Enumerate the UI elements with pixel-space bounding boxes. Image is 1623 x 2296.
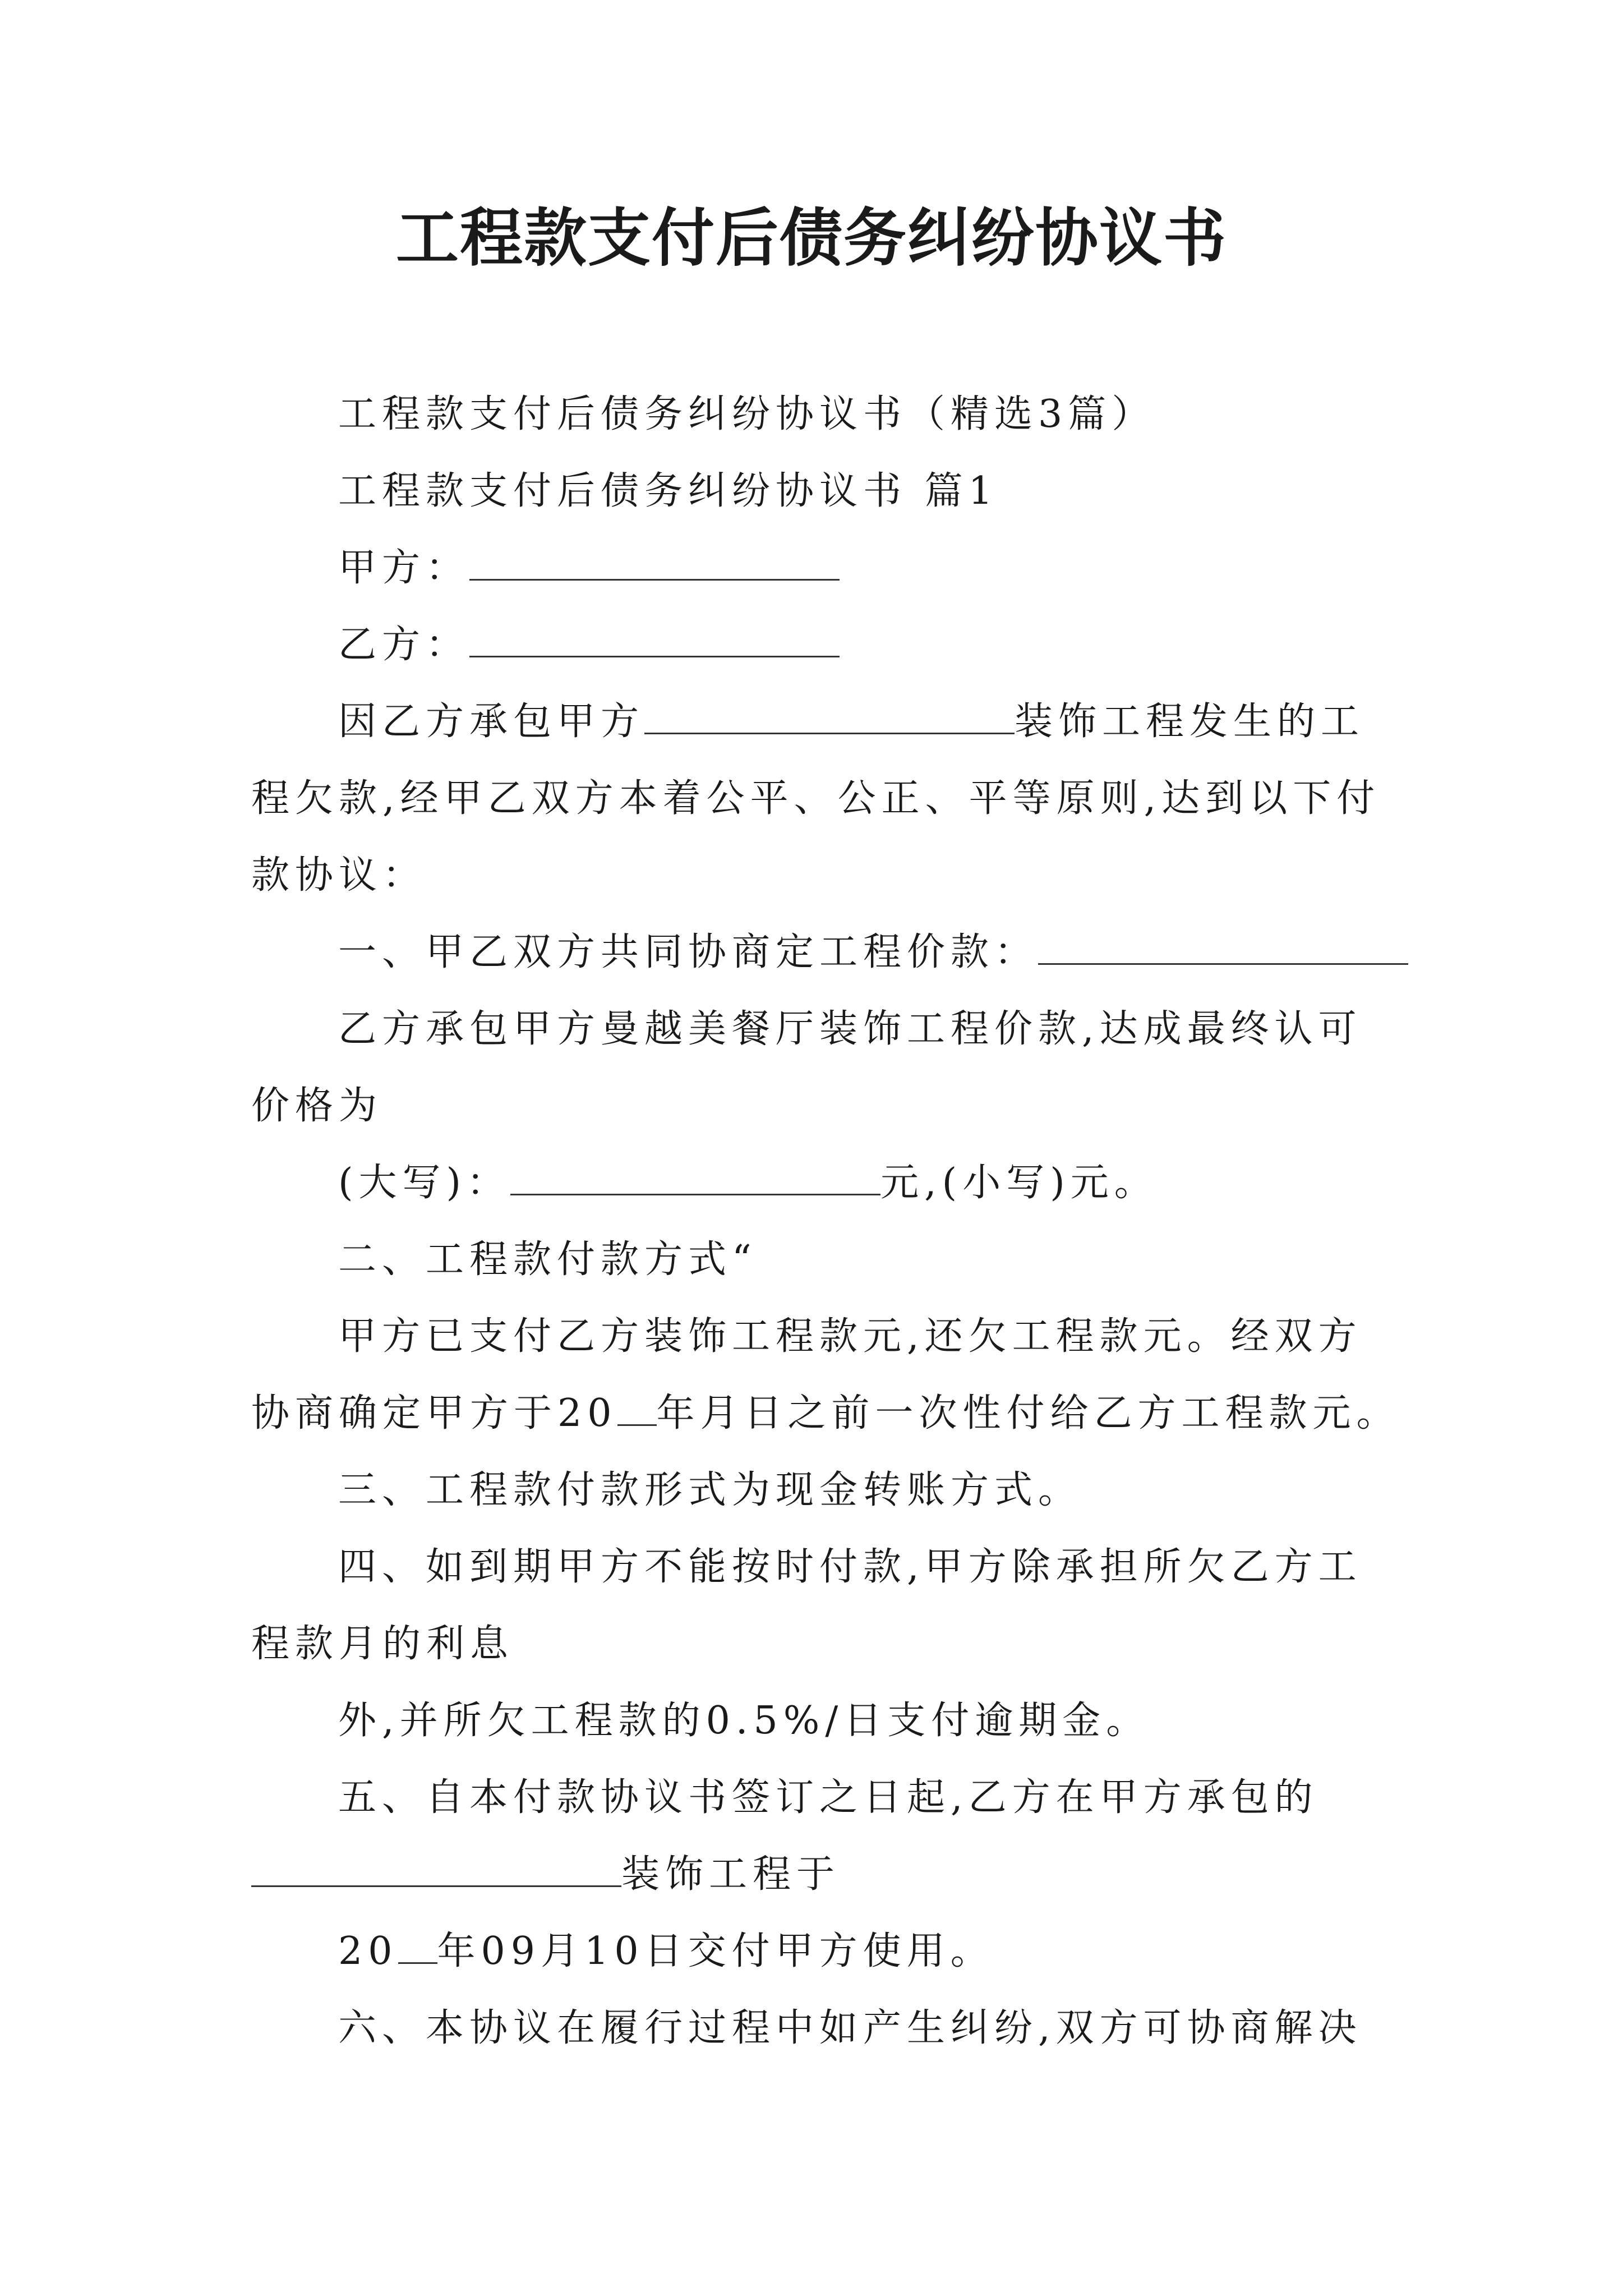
line-text: 六、本协议在履行过程中如产生纠纷,双方可协商解决 xyxy=(338,2006,1362,2050)
clause-6-line xyxy=(251,1990,1384,2067)
line-text: 年月日之前一次性付给乙方工程款元。 xyxy=(656,1391,1400,1435)
line-text: (大写)： xyxy=(338,1161,511,1205)
amount-words-blank xyxy=(510,1166,880,1195)
line-text: 程欠款,经甲乙双方本着公平、公正、平等原则,达到以下付 xyxy=(251,776,1381,821)
clause-1-line xyxy=(251,914,1384,991)
party-b-blank xyxy=(469,628,840,657)
amount-line xyxy=(251,1144,1384,1221)
paragraph-line xyxy=(251,1068,1384,1144)
line-text: 元,(小写)元。 xyxy=(880,1161,1158,1205)
paragraph-line xyxy=(251,760,1384,837)
paragraph-line xyxy=(251,1836,1384,1913)
line-text: 四、如到期甲方不能按时付款,甲方除承担所欠乙方工 xyxy=(338,1545,1362,1589)
party-a-label: 甲方： xyxy=(338,546,470,590)
paragraph-line xyxy=(251,1298,1384,1375)
year-blank xyxy=(617,1396,657,1426)
line-text: 因乙方承包甲方 xyxy=(338,700,645,744)
line-text: 一、甲乙双方共同协商定工程价款： xyxy=(338,930,1039,974)
project-blank xyxy=(251,1857,621,1887)
paragraph-line xyxy=(251,1375,1400,1452)
subtitle-line xyxy=(251,376,1384,453)
party-a-line xyxy=(251,530,1384,606)
line-text: 五、自本付款协议书签订之日起,乙方在甲方承包的 xyxy=(338,1775,1318,1820)
paragraph-line xyxy=(251,837,1384,914)
clause-3-line xyxy=(251,1452,1384,1529)
line-text: 价格为 xyxy=(251,1084,383,1128)
section-heading xyxy=(251,453,1384,530)
line-text: 20 xyxy=(338,1929,398,1973)
line-text: 乙方承包甲方曼越美餐厅装饰工程价款,达成最终认可 xyxy=(338,1007,1362,1051)
clause-4-line xyxy=(251,1529,1384,1605)
year-blank xyxy=(398,1934,437,1964)
line-text: 装饰工程于 xyxy=(621,1852,841,1897)
line-text: 年09月10日交付甲方使用。 xyxy=(437,1929,994,1973)
line-text: 工程款支付后债务纠纷协议书 篇1 xyxy=(338,469,998,513)
party-b-label: 乙方： xyxy=(338,623,470,667)
paragraph-line xyxy=(251,683,1384,760)
document-title: 工程款支付后债务纠纷协议书 xyxy=(396,201,1227,275)
party-a-blank xyxy=(469,551,840,581)
line-text: 二、工程款付款方式“ xyxy=(338,1237,757,1282)
paragraph-line xyxy=(251,1605,1384,1682)
line-text: 外,并所欠工程款的0.5%/日支付逾期金。 xyxy=(338,1699,1150,1743)
project-name-blank xyxy=(644,705,1015,734)
line-text: 甲方已支付乙方装饰工程款元,还欠工程款元。经双方 xyxy=(338,1314,1362,1359)
party-b-line xyxy=(251,606,1384,683)
paragraph-line xyxy=(251,991,1384,1068)
line-text: 程款月的利息 xyxy=(251,1622,514,1666)
line-text: 三、工程款付款形式为现金转账方式。 xyxy=(338,1468,1082,1512)
price-blank xyxy=(1038,935,1408,965)
line-text: 装饰工程发生的工 xyxy=(1015,700,1365,744)
clause-2-line xyxy=(251,1221,1384,1298)
line-text: 款协议： xyxy=(251,853,427,898)
paragraph-line xyxy=(251,1682,1384,1759)
paragraph-line xyxy=(251,1913,1384,1990)
document-body xyxy=(251,376,1400,2067)
line-text: 工程款支付后债务纠纷协议书（精选3篇） xyxy=(338,392,1156,436)
clause-5-line xyxy=(251,1759,1384,1836)
line-text: 协商确定甲方于20 xyxy=(251,1391,617,1435)
